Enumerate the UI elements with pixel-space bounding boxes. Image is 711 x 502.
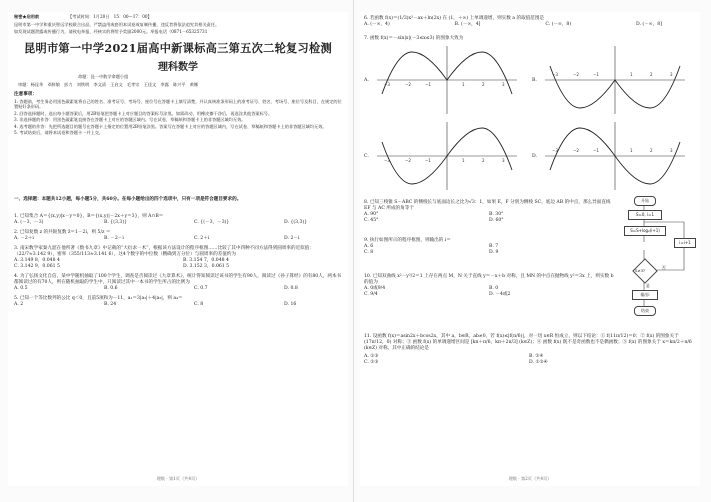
question-1	[14, 214, 342, 226]
option-a: A. (－3，－3)	[14, 220, 44, 225]
flow-step: S=S+log₂(i+1)	[624, 226, 666, 236]
svg-text:−1: −1	[425, 82, 431, 87]
question-2	[14, 230, 342, 242]
question-options	[14, 236, 342, 242]
option-a: A. －2＋i	[14, 236, 34, 241]
option-b: B. 30°	[489, 212, 504, 217]
svg-text:3: 3	[502, 158, 505, 163]
right-page	[360, 12, 700, 486]
option-c: C. ②③	[364, 360, 379, 365]
option-d: D. 3.152 3，0.061 5	[183, 264, 230, 269]
graph-label-d: D.	[532, 154, 537, 159]
question-stem: 10. 已知双曲线 x²－y²/2＝1 上存在两点 M，N 关于直线 y＝－x＋b 对称，且 MN 的中点在抛物线 y²＝3x 上，则实数 b 的值为	[364, 274, 614, 285]
option-a: A. 3.149 8，0.048 4	[14, 258, 60, 263]
exam-subtitle: 理科数学	[158, 62, 198, 73]
proposer: 命题：昆一中数学命题小组	[78, 74, 129, 79]
svg-text:3: 3	[670, 72, 673, 77]
note-item: 2. 回答选择题时，选出每小题答案后，用2B铅笔把答题卡上对应题目的答案标号涂黑。如需改动，用橡皮擦干净后，再选涂其他答案标号。	[14, 110, 273, 116]
question-10	[364, 274, 614, 298]
question-options	[364, 286, 614, 298]
question-stem: 11. 设函数 f(x)＝asin2x＋bcos2x，其中 a，b∈R，ab≠0，若 f(x)≤|f(π/6)|，对一切 x∈R 恒成立，则以下结论：① f(11π/12)＝0；② f(x) 的图象关于 (17π/12，0) 对称；③ 函数 f(x) 的单调递增区间是 [kπ＋π/6，kπ＋2π/3] (k∈Z)；④ 函数 f(x) 既不是奇函数也不是偶函数；⑤ f(x) 的图象关于 x＝kπ/2＋π/6 (k∈Z) 对称。其中正确的结论是	[364, 334, 692, 351]
note-item: 1. 答题前，考生务必用黑色碳素笔将自己的姓名、准考证号、考场号、座位号在答题卡上填写清楚，并认真核准条形码上的准考证号、姓名、考场号、座位号及科目，在规定的位置贴好条形码。	[14, 99, 342, 110]
option-b: B. 0	[489, 286, 499, 291]
question-stem: 9. 执行如图所示的程序框图，则输出的 i＝	[364, 238, 451, 243]
question-options	[14, 220, 342, 226]
svg-text:2: 2	[482, 82, 485, 87]
svg-text:1: 1	[630, 148, 633, 153]
option-b: B. {(3,3)}	[104, 220, 128, 225]
notice-line-1: 昆明市第一中学和重庆智远学校联合出品，严禁盗用或套用本试卷或复制传播，违反者将依法追究其相关责任。	[14, 22, 220, 27]
svg-text:−3: −3	[384, 82, 390, 87]
graph-label-a: A.	[364, 78, 369, 83]
question-options	[364, 244, 614, 256]
question-4	[14, 274, 342, 292]
flow-increment: i=i+1	[674, 238, 696, 248]
option-b: B. (－∞，4]	[454, 22, 481, 27]
svg-text:−2: −2	[405, 158, 411, 163]
secret-line: 秘密★启用前	[14, 14, 40, 19]
question-stem: 3. 南宋数学家秦九韶在他所著《数书九章》中记载的“大衍求一术”，根据该方法设计的程序框图……比较了其中四种不同方法得到圆周率的近似值：（22/7≈3.142 9），密率（355/113≈3.141 6），这4个数字的中位数（精确到万分位）与圆周率的差值约为	[14, 246, 314, 257]
question-options	[14, 258, 342, 270]
question-stem: 6. 若函数 f(x)＝(1/3)x³－ax＋ln(2x) 在 (1，＋∞) 上单调递增，则实数 a 的取值范围是	[364, 16, 545, 21]
note-item: 5. 考试结束后，请将本试卷和答题卡一并上交。	[14, 130, 104, 136]
option-c: C. 45°	[364, 218, 379, 223]
option-d: D. (－∞，8]	[635, 22, 662, 27]
exam-title: 昆明市第一中学2021届高中新课标高三第五次二轮复习检测	[23, 41, 333, 55]
svg-text:−1: −1	[593, 148, 599, 153]
graph-option-d	[540, 120, 690, 192]
option-a: A. 90°	[364, 212, 379, 217]
option-a: A. (－∞，4)	[364, 22, 390, 27]
option-d: D. 0.8	[284, 286, 298, 291]
exam-time: 【考试时间：1月20日 15：00—17：00】	[68, 14, 152, 19]
option-c: C. 9/4	[364, 292, 378, 297]
svg-text:3: 3	[502, 82, 505, 87]
flow-output: 输出i	[632, 290, 658, 300]
question-stem: 8. 已知三棱锥 S－ABC 的侧棱长与底面边长之比为√3：1，如果 E，F 分别为侧棱 SC，底边 AB 的中点，那么异面直线 EF 与 AC 所成的角等于	[364, 200, 611, 211]
graph-option-a	[372, 44, 522, 116]
question-5	[14, 296, 342, 308]
svg-text:1: 1	[462, 158, 465, 163]
question-9	[364, 238, 614, 256]
question-options	[364, 212, 614, 224]
question-7-graphs	[364, 44, 694, 194]
note-item: 3. 非选择题的作答：用黑色碳素笔直接答在答题卡上对应的答题区域内。写在试卷、草稿纸和答题卡上的非答题区域均无效。	[14, 117, 246, 123]
option-b: B. 24	[104, 302, 117, 307]
option-d: D. 60°	[489, 218, 504, 223]
notes-heading: 注意事项：	[14, 92, 37, 97]
left-page-footer: 理数 · 第1页（共4页）	[156, 476, 200, 481]
svg-text:−3: −3	[384, 158, 390, 163]
question-stem: 1. 已知集合 A＝{(x,y)|x－y＝0}，B＝{(x,y)|－2x＋y＝3}，则 A∩B＝	[14, 214, 164, 219]
option-d: D. ①③④	[529, 360, 548, 365]
option-c: C. {(－3，－3)}	[194, 220, 230, 225]
option-d: D. 9	[489, 250, 499, 255]
svg-text:−1: −1	[593, 72, 599, 77]
question-stem: 2. 已知复数 z 的共轭复数 z̄＝1－2i，则 5/z ＝	[14, 230, 111, 235]
option-b: B. ②④	[529, 354, 544, 359]
question-options	[14, 302, 342, 308]
page-fold-divider	[353, 0, 354, 502]
svg-text:2: 2	[650, 72, 653, 77]
option-b: B. 7	[489, 244, 499, 249]
option-c: C. (－∞，8)	[545, 22, 572, 27]
option-a: A. 0或9/4	[364, 286, 386, 291]
svg-text:3: 3	[670, 148, 673, 153]
question-stem: 4. 为了弘扬文化自信，某中学随机抽取了100个学生，调查是否阅读过《九章算术》，统计得知阅读过该书的学生有90人，阅读过《孙子算经》的有80人，两本书都阅读过的有70人，则在随机抽取的学生中，只阅读过其中一本书的学生所占的比例为	[14, 274, 342, 285]
svg-text:−2: −2	[405, 82, 411, 87]
question-options	[364, 354, 694, 366]
svg-text:1: 1	[630, 72, 633, 77]
question-8	[364, 200, 614, 224]
option-d: D. －4或2	[489, 292, 511, 297]
svg-text:−2: −2	[573, 72, 579, 77]
option-b: B. －2－i	[104, 236, 124, 241]
notice-line-2: 如发现试题泄露或传播行为，请致电举报，经核实的将给予奖励2000元。举报电话（0871－65325731	[14, 29, 208, 34]
graph-option-c	[372, 120, 522, 192]
question-7-stem: 7. 函数 f(x)＝－sin|x|(－3≤x≤3) 的图象大致为	[364, 36, 464, 41]
option-a: A. 0.5	[14, 286, 28, 291]
graph-option-b	[540, 44, 690, 116]
option-c: C. 8	[194, 302, 204, 307]
section-one-heading: 一、选择题：本题共12小题，每小题5分，共60分。在每小题给出的四个选项中，只有一项是符合题目要求的。	[14, 197, 242, 202]
question-stem: 5. 已知一个等比数列的公比 q＜0，且前5项和为－11，a₁＝3|a₂|＋4|a₃|，则 a₄＝	[14, 296, 183, 301]
graph-label-c: C.	[364, 154, 369, 159]
reviewers: 审题：杨昆华 邓鲜敏 彭力 刘铁明 李文清 王启文 毛孝宗 王佳文 李露 陈兴平 黄娜	[18, 82, 199, 87]
option-d: D. {(3,3)}	[284, 220, 308, 225]
option-a: A. ①③	[364, 354, 379, 359]
option-c: C. 3.142 9，0.061 5	[14, 264, 60, 269]
notes-list	[14, 99, 342, 135]
option-d: D. 16	[284, 302, 297, 307]
question-6	[364, 16, 694, 28]
svg-text:−2: −2	[573, 148, 579, 153]
flow-init: S=0, i=1	[628, 210, 662, 220]
svg-text:−3: −3	[552, 148, 558, 153]
svg-text:2: 2	[650, 148, 653, 153]
right-page-footer: 理数 · 第2页（共4页）	[508, 476, 552, 481]
graph-label-b: B.	[532, 78, 537, 83]
svg-text:1: 1	[462, 82, 465, 87]
svg-text:−1: −1	[425, 158, 431, 163]
flow-condition: S≥3?	[635, 268, 646, 273]
svg-text:−3: −3	[552, 72, 558, 77]
question-11	[364, 334, 694, 366]
svg-text:2: 2	[482, 158, 485, 163]
option-c: C. 8	[364, 250, 374, 255]
flow-no-label: 否	[662, 265, 666, 270]
flow-start: 开始	[634, 196, 656, 206]
option-a: A. 6	[364, 244, 374, 249]
left-question-list	[14, 214, 342, 308]
note-item: 4. 选考题的作答：先把所选题目的题号在答题卡上指定的位置用2B铅笔涂黑。答案写在答题卡上对应的答题区域内，写在试卷、草稿纸和答题卡上的非答题区域均无效。	[14, 123, 327, 129]
flow-yes-label: 是	[646, 283, 650, 288]
question-options	[14, 286, 342, 292]
left-page	[8, 12, 348, 486]
flow-end: 结束	[634, 306, 656, 316]
option-b: B. 3.154 7，0.048 4	[183, 258, 229, 263]
question-options	[364, 22, 694, 28]
option-c: C. 0.7	[194, 286, 208, 291]
option-b: B. 0.6	[104, 286, 118, 291]
option-a: A. 2	[14, 302, 24, 307]
option-c: C. 2＋i	[194, 236, 210, 241]
question-3	[14, 246, 342, 270]
option-d: D. 2－i	[284, 236, 300, 241]
program-flowchart	[622, 194, 698, 324]
